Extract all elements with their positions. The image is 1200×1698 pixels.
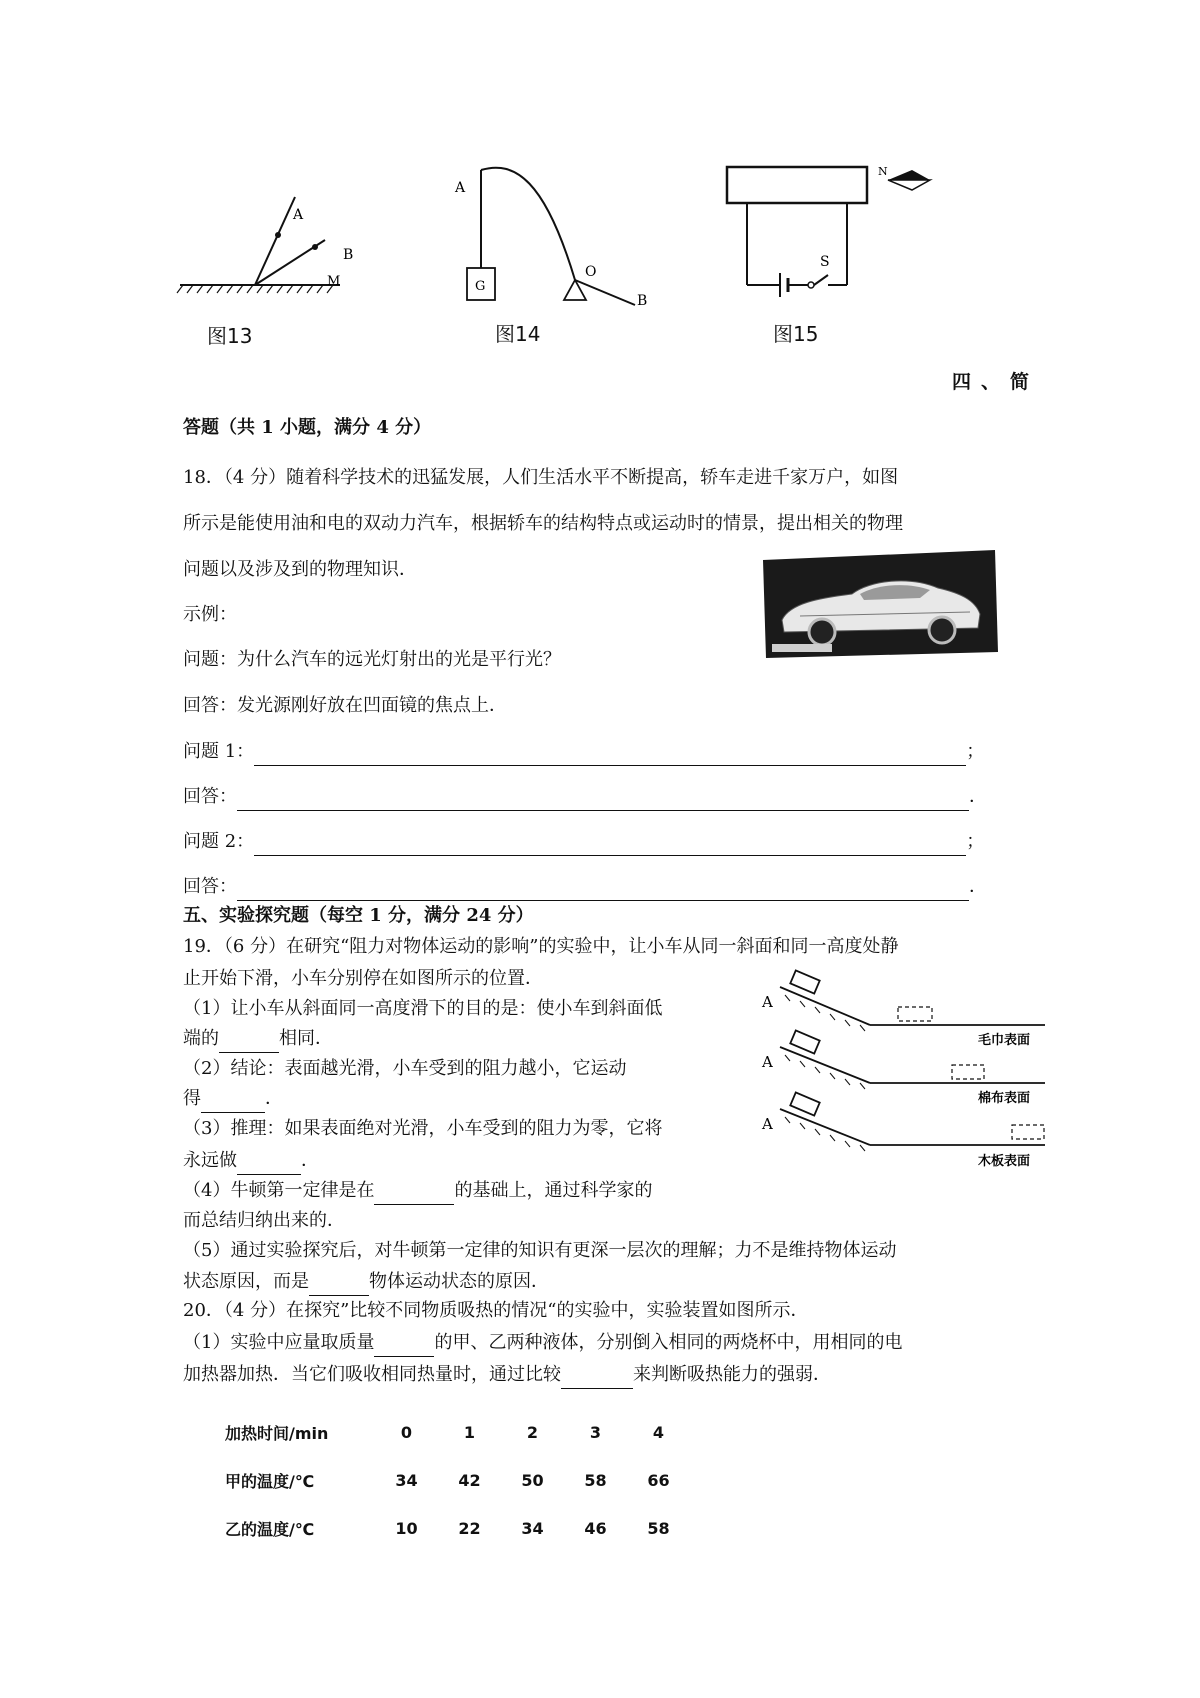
temperature-table <box>225 1408 690 1552</box>
fig19-label-a1: A <box>762 993 773 1011</box>
q19-part4-blank[interactable] <box>374 1184 454 1205</box>
q20-part1-pre: （1）实验中应量取质量 <box>183 1332 375 1353</box>
q20-part1-blank1[interactable] <box>374 1336 434 1357</box>
table-cell: 3 <box>589 1422 602 1442</box>
q19-line2: 止开始下滑，小车分别停在如图所示的位置． <box>183 968 543 989</box>
fig13-caption: 图13 <box>207 324 253 348</box>
q18-question2-label: 问题 2： <box>183 831 255 852</box>
fig13-label-a: A <box>293 207 304 223</box>
fig14-label-b: B <box>637 293 648 309</box>
q19-part5-line1: （5）通过实验探究后，对牛顿第一定律的知识有更深一层次的理解；力不是维持物体运动 <box>183 1240 897 1261</box>
q19-part4-line2: 而总结归纳出来的． <box>183 1210 345 1231</box>
table-cell: 22 <box>458 1518 481 1538</box>
fig19-label-a2: A <box>762 1053 773 1071</box>
q20-part1-line1 <box>183 1329 902 1357</box>
q19-part5-blank[interactable] <box>309 1275 369 1296</box>
fig15-label-n: N <box>878 165 888 178</box>
table-cell: 34 <box>521 1518 544 1538</box>
q19-part5-pre: 状态原因，而是 <box>183 1271 309 1292</box>
fig14-label-g: G <box>475 279 486 294</box>
section4-heading-part1: 四、简 <box>952 371 1040 393</box>
q18-question1-label: 问题 1： <box>183 741 255 762</box>
table-cell: 4 <box>652 1422 665 1442</box>
table-cell: 42 <box>458 1470 481 1490</box>
figure-15 <box>720 160 950 300</box>
q18-answer2-blank[interactable] <box>237 880 969 901</box>
q19-part2-blank[interactable] <box>201 1092 265 1113</box>
table-cell: 46 <box>584 1518 607 1538</box>
fig13-label-m: M <box>327 274 341 289</box>
table-cell: 34 <box>395 1470 418 1490</box>
table-row-label: 加热时间/min <box>225 1423 329 1443</box>
fig19-label-a3: A <box>762 1115 773 1133</box>
q18-answer2-end: ． <box>969 876 987 897</box>
q18-line3: 问题以及涉及到的物理知识． <box>183 559 417 580</box>
q19-part1-pre: 端的 <box>183 1028 219 1049</box>
q19-part1-post: 相同． <box>279 1028 333 1049</box>
q18-example-question: 问题：为什么汽车的远光灯射出的光是平行光？ <box>183 649 561 670</box>
fig13-label-b: B <box>343 247 354 263</box>
q19-part2-line1: （2）结论：表面越光滑，小车受到的阻力越小，它运动 <box>183 1058 627 1079</box>
track-towel <box>761 970 1045 1048</box>
q18-answer1-label: 回答： <box>183 786 237 807</box>
q18-answer2-label: 回答： <box>183 876 237 897</box>
q19-part2-post: ． <box>265 1088 283 1109</box>
table-cell: 0 <box>400 1422 413 1442</box>
q18-answer1-blank[interactable] <box>237 790 969 811</box>
table-cell: 10 <box>395 1518 418 1538</box>
q18-example-answer: 回答：发光源刚好放在凹面镜的焦点上． <box>183 695 507 716</box>
q18-question1-end: ； <box>966 741 985 762</box>
table-row-label: 乙的温度/℃ <box>225 1519 315 1539</box>
q19-part1-blank[interactable] <box>219 1032 279 1053</box>
figure-14 <box>445 160 655 310</box>
table-cell: 58 <box>584 1470 607 1490</box>
fig14-label-a: A <box>455 180 466 196</box>
table-row-label: 甲的温度/℃ <box>225 1471 315 1491</box>
q20-line1: 20．（4 分）在探究”比较不同物质吸热的情况“的实验中，实验装置如图所示． <box>183 1300 809 1321</box>
q20-part1b-post: 来判断吸热能力的强弱． <box>633 1364 831 1385</box>
q20-part1-blank2[interactable] <box>561 1368 633 1389</box>
q19-part3-post: ． <box>301 1150 319 1171</box>
fig15-caption: 图15 <box>773 322 819 346</box>
q19-part2-line2 <box>183 1085 283 1113</box>
q20-part1b-pre: 加热器加热．当它们吸收相同热量时，通过比较 <box>183 1364 561 1385</box>
q19-part3-pre: 永远做 <box>183 1150 237 1171</box>
q18-question2-row <box>183 828 984 856</box>
section4-heading-part2: 答题（共 1 小题，满分 4 分） <box>183 417 432 438</box>
fig19-label-towel: 毛巾表面 <box>978 1033 1031 1048</box>
q19-part4-line1 <box>183 1177 652 1205</box>
fig14-caption: 图14 <box>495 322 541 346</box>
q18-line1: 18．（4 分）随着科学技术的迅猛发展，人们生活水平不断提高，轿车走进千家万户，如图 <box>183 467 899 488</box>
figure-13 <box>175 185 365 295</box>
q18-answer1-end: ． <box>969 786 987 807</box>
q18-answer1-row <box>183 783 987 811</box>
q20-part1-post: 的甲、乙两种液体，分别倒入相同的两烧杯中，用相同的电 <box>434 1332 903 1353</box>
q19-part1-line1: （1）让小车从斜面同一高度滑下的目的是：使小车到斜面低 <box>183 998 663 1019</box>
table-cell: 58 <box>647 1518 670 1538</box>
fig19-label-wood: 木板表面 <box>978 1154 1031 1169</box>
q19-part3-line1: （3）推理：如果表面绝对光滑，小车受到的阻力为零，它将 <box>183 1118 663 1139</box>
fig19-label-cotton: 棉布表面 <box>978 1091 1031 1106</box>
q19-part4-pre: （4）牛顿第一定律是在 <box>183 1180 375 1201</box>
q18-question1-row <box>183 738 984 766</box>
q19-part5-line2 <box>183 1268 549 1296</box>
q19-part3-blank[interactable] <box>237 1154 301 1175</box>
table-cell: 66 <box>647 1470 670 1490</box>
q20-part1-line2 <box>183 1361 831 1389</box>
q19-part4-post: 的基础上，通过科学家的 <box>454 1180 653 1201</box>
q18-line2: 所示是能使用油和电的双动力汽车，根据轿车的结构特点或运动时的情景，提出相关的物理 <box>183 513 903 534</box>
table-row <box>225 1456 690 1504</box>
q18-example-label: 示例： <box>183 604 237 625</box>
table-cell: 1 <box>463 1422 476 1442</box>
inclined-plane-figure <box>760 965 1050 1175</box>
q18-question2-end: ； <box>966 831 985 852</box>
q19-part2-pre: 得 <box>183 1088 201 1109</box>
q18-answer2-row <box>183 873 987 901</box>
table-cell: 2 <box>526 1422 539 1442</box>
fig14-label-o: O <box>585 264 597 280</box>
q19-line1: 19．（6 分）在研究“阻力对物体运动的影响”的实验中，让小车从同一斜面和同一高度处静 <box>183 936 899 957</box>
q19-part1-line2 <box>183 1025 333 1053</box>
q18-question1-blank[interactable] <box>254 745 966 766</box>
table-row <box>225 1504 690 1552</box>
fig15-label-s: S <box>820 254 830 270</box>
car-image <box>760 548 1000 660</box>
q19-part3-line2 <box>183 1147 319 1175</box>
table-cell: 50 <box>521 1470 544 1490</box>
section5-heading: 五、实验探究题（每空 1 分，满分 24 分） <box>183 905 534 926</box>
q18-question2-blank[interactable] <box>254 835 966 856</box>
q19-part5-post: 物体运动状态的原因． <box>369 1271 549 1292</box>
table-row <box>225 1408 690 1456</box>
